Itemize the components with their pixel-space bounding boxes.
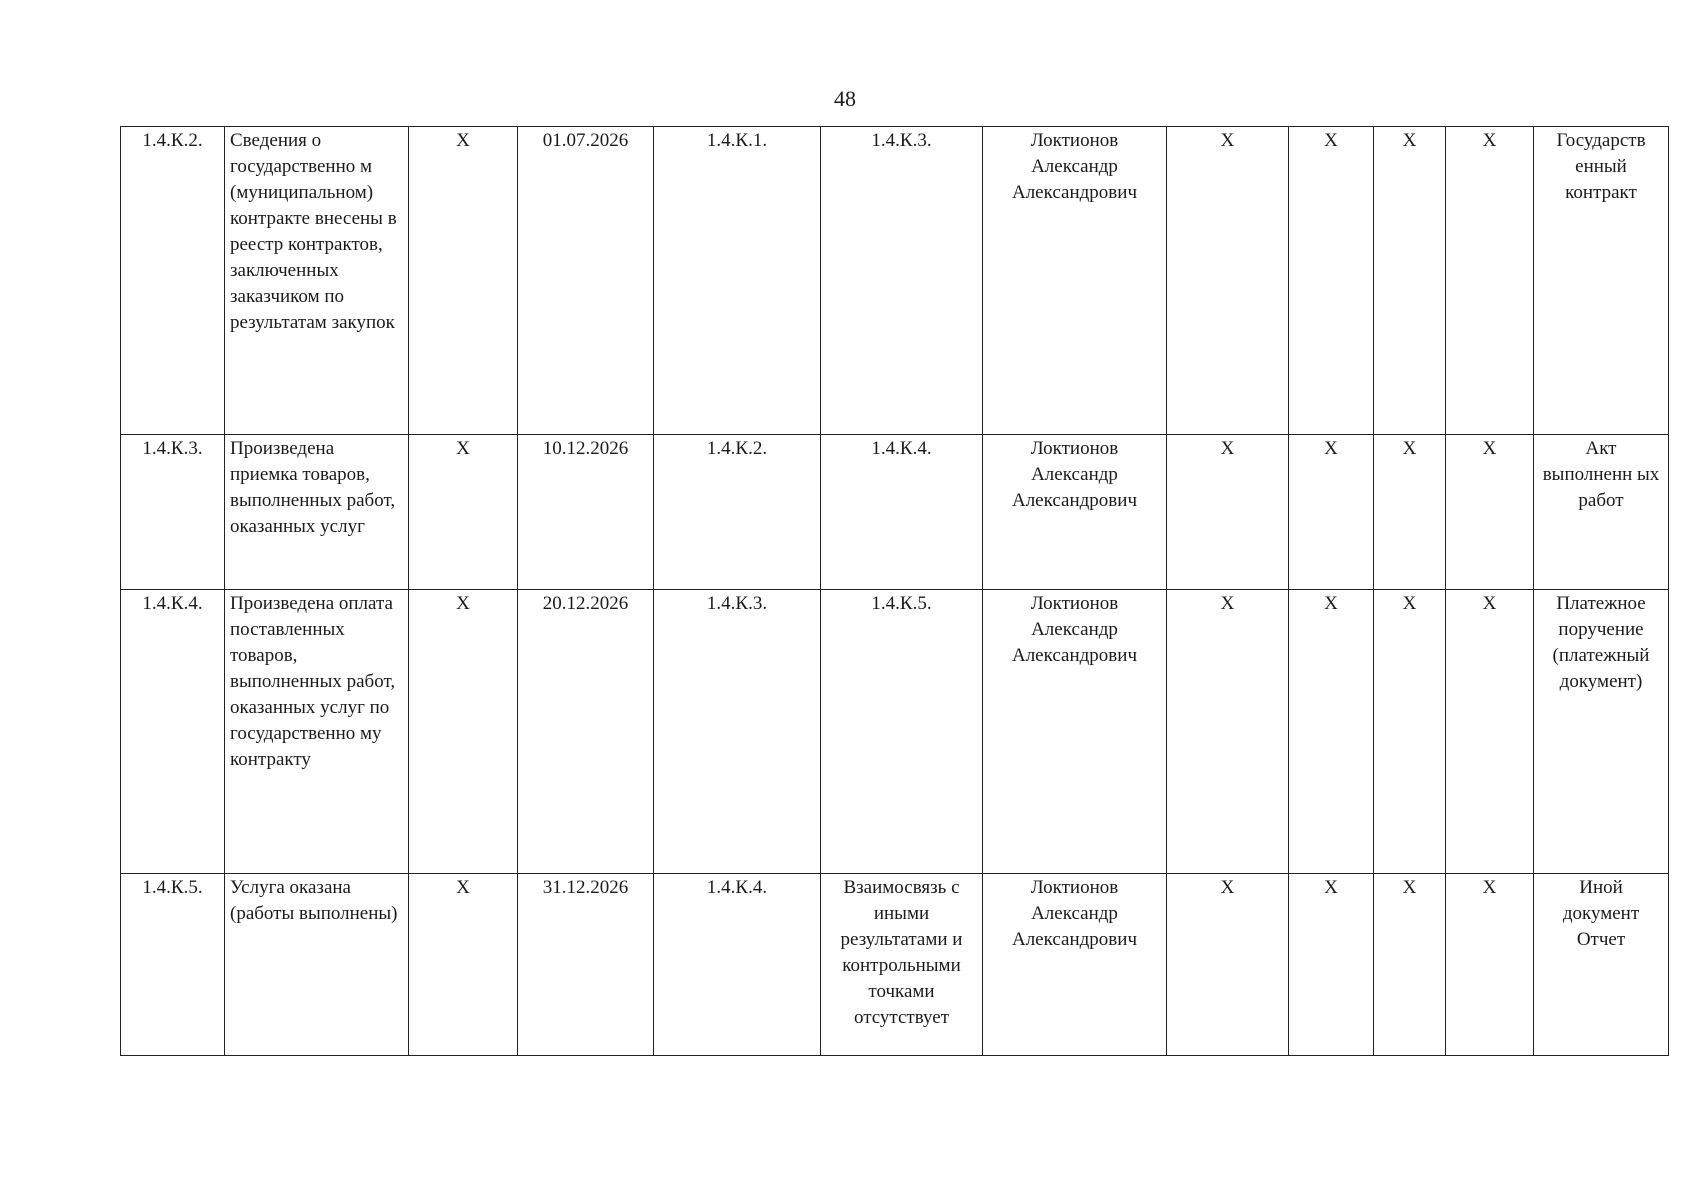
- row-responsible: Локтионов Александр Александрович: [983, 435, 1167, 590]
- row-col11: Х: [1446, 590, 1534, 874]
- row-col9: Х: [1289, 874, 1374, 1056]
- row-code: 1.4.К.2.: [121, 127, 225, 435]
- row-date: 01.07.2026: [518, 127, 654, 435]
- row-prev-point: 1.4.К.3.: [654, 590, 821, 874]
- row-col10: Х: [1374, 435, 1446, 590]
- row-description: Сведения о государственно м (муниципальном) контракте внесены в реестр контрактов, заключенных заказчиком по результатам закупок: [225, 127, 409, 435]
- row-document: Акт выполненн ых работ: [1534, 435, 1669, 590]
- control-points-table: [120, 126, 1669, 1056]
- table-row: [121, 127, 1669, 435]
- row-responsible: Локтионов Александр Александрович: [983, 127, 1167, 435]
- row-document: Платежное поручение (платежный документ): [1534, 590, 1669, 874]
- row-col11: Х: [1446, 127, 1534, 435]
- row-next-point: 1.4.К.3.: [821, 127, 983, 435]
- row-col8: Х: [1167, 590, 1289, 874]
- row-col11: Х: [1446, 874, 1534, 1056]
- row-responsible: Локтионов Александр Александрович: [983, 874, 1167, 1056]
- row-next-point: Взаимосвязь с иными результатами и контрольными точками отсутствует: [821, 874, 983, 1056]
- row-col10: Х: [1374, 590, 1446, 874]
- row-prev-point: 1.4.К.1.: [654, 127, 821, 435]
- row-next-point: 1.4.К.5.: [821, 590, 983, 874]
- row-code: 1.4.К.4.: [121, 590, 225, 874]
- row-col9: Х: [1289, 127, 1374, 435]
- row-col3: Х: [409, 435, 518, 590]
- row-col3: Х: [409, 874, 518, 1056]
- row-col11: Х: [1446, 435, 1534, 590]
- table-row: [121, 435, 1669, 590]
- table-row: [121, 590, 1669, 874]
- row-description: Произведена оплата поставленных товаров, выполненных работ, оказанных услуг по государственно му контракту: [225, 590, 409, 874]
- row-code: 1.4.К.5.: [121, 874, 225, 1056]
- table-row: [121, 874, 1669, 1056]
- row-col3: Х: [409, 590, 518, 874]
- row-responsible: Локтионов Александр Александрович: [983, 590, 1167, 874]
- row-document: Иной документ Отчет: [1534, 874, 1669, 1056]
- row-prev-point: 1.4.К.4.: [654, 874, 821, 1056]
- row-col8: Х: [1167, 127, 1289, 435]
- row-prev-point: 1.4.К.2.: [654, 435, 821, 590]
- row-col10: Х: [1374, 127, 1446, 435]
- row-col9: Х: [1289, 435, 1374, 590]
- row-col3: Х: [409, 127, 518, 435]
- row-date: 31.12.2026: [518, 874, 654, 1056]
- row-code: 1.4.К.3.: [121, 435, 225, 590]
- row-next-point: 1.4.К.4.: [821, 435, 983, 590]
- row-col9: Х: [1289, 590, 1374, 874]
- row-date: 10.12.2026: [518, 435, 654, 590]
- page-number: 48: [834, 86, 856, 111]
- row-description: Услуга оказана (работы выполнены): [225, 874, 409, 1056]
- row-date: 20.12.2026: [518, 590, 654, 874]
- row-description: Произведена приемка товаров, выполненных работ, оказанных услуг: [225, 435, 409, 590]
- row-document: Государств енный контракт: [1534, 127, 1669, 435]
- row-col10: Х: [1374, 874, 1446, 1056]
- row-col8: Х: [1167, 435, 1289, 590]
- row-col8: Х: [1167, 874, 1289, 1056]
